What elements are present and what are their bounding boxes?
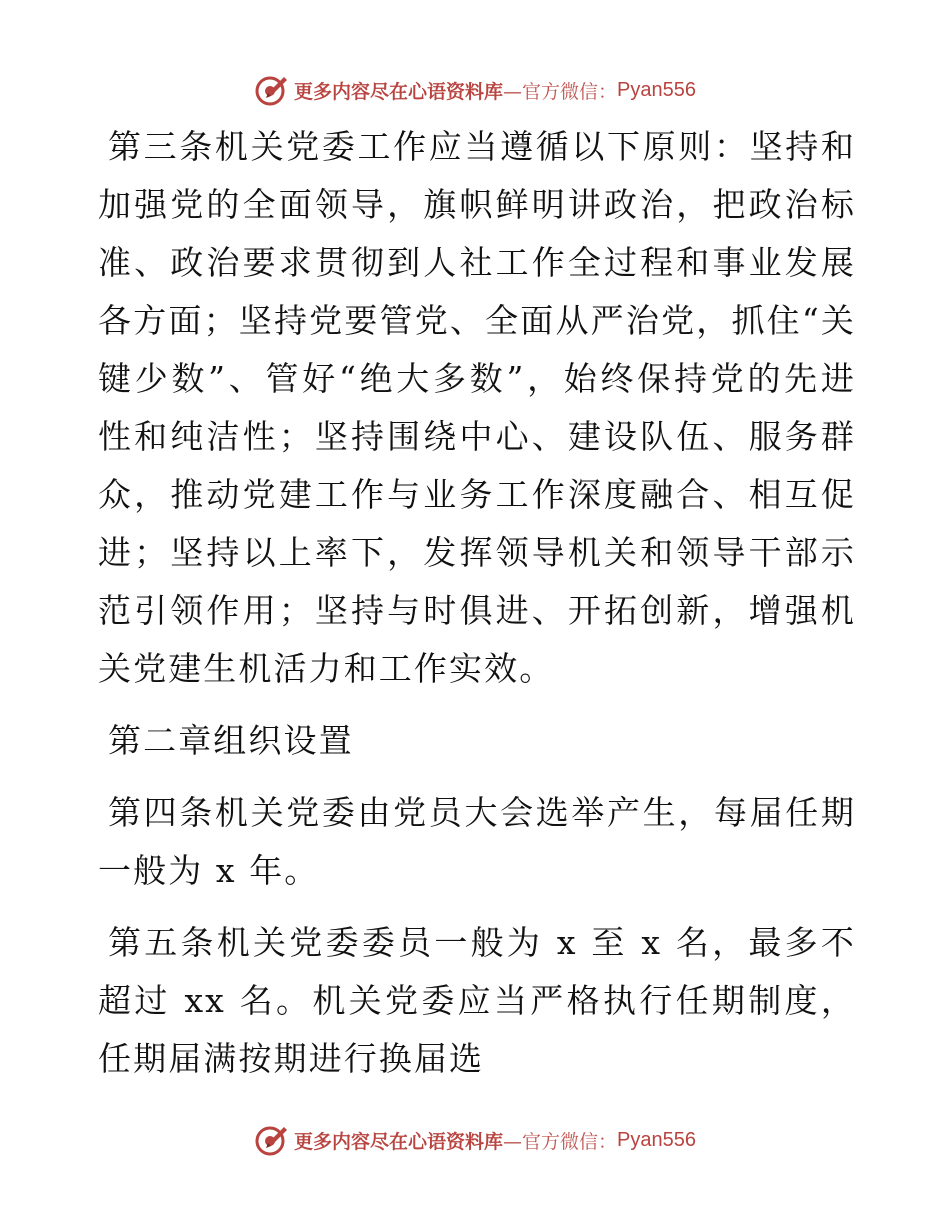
header-watermark <box>0 70 950 110</box>
document-body <box>98 118 856 1088</box>
watermark-id: Pyan556 <box>617 78 696 101</box>
footer-watermark <box>0 1120 950 1160</box>
pen-logo-icon <box>254 73 288 107</box>
pen-logo-icon <box>254 1123 288 1157</box>
watermark-id: Pyan556 <box>617 1128 696 1151</box>
article-3-paragraph: 第三条机关党委工作应当遵循以下原则：坚持和加强党的全面领导，旗帜鲜明讲政治，把政治标准、政治要求贯彻到人社工作全过程和事业发展各方面；坚持党要管党、全面从严治党，抓住“关键少数”、管好“绝大多数”，始终保持党的先进性和纯洁性；坚持围绕中心、建设队伍、服务群众，推动党建工作与业务工作深度融合、相互促进；坚持以上率下，发挥领导机关和领导干部示范引领作用；坚持与时俱进、开拓创新，增强机关党建生机活力和工作实效。 <box>98 127 856 688</box>
article-4-paragraph: 第四条机关党委由党员大会选举产生，每届任期一般为 x 年。 <box>98 793 856 890</box>
watermark-brand: 更多内容尽在心语资料库 <box>294 80 504 103</box>
chapter-heading: 第二章组织设置 <box>108 721 354 760</box>
watermark-label: —官方微信： <box>503 1130 618 1153</box>
watermark-label: —官方微信： <box>503 80 618 103</box>
watermark-brand: 更多内容尽在心语资料库 <box>294 1130 504 1153</box>
article-5-paragraph: 第五条机关党委委员一般为 x 至 x 名，最多不超过 xx 名。机关党委应当严格执行任期制度，任期届满按期进行换届选 <box>98 923 856 1078</box>
